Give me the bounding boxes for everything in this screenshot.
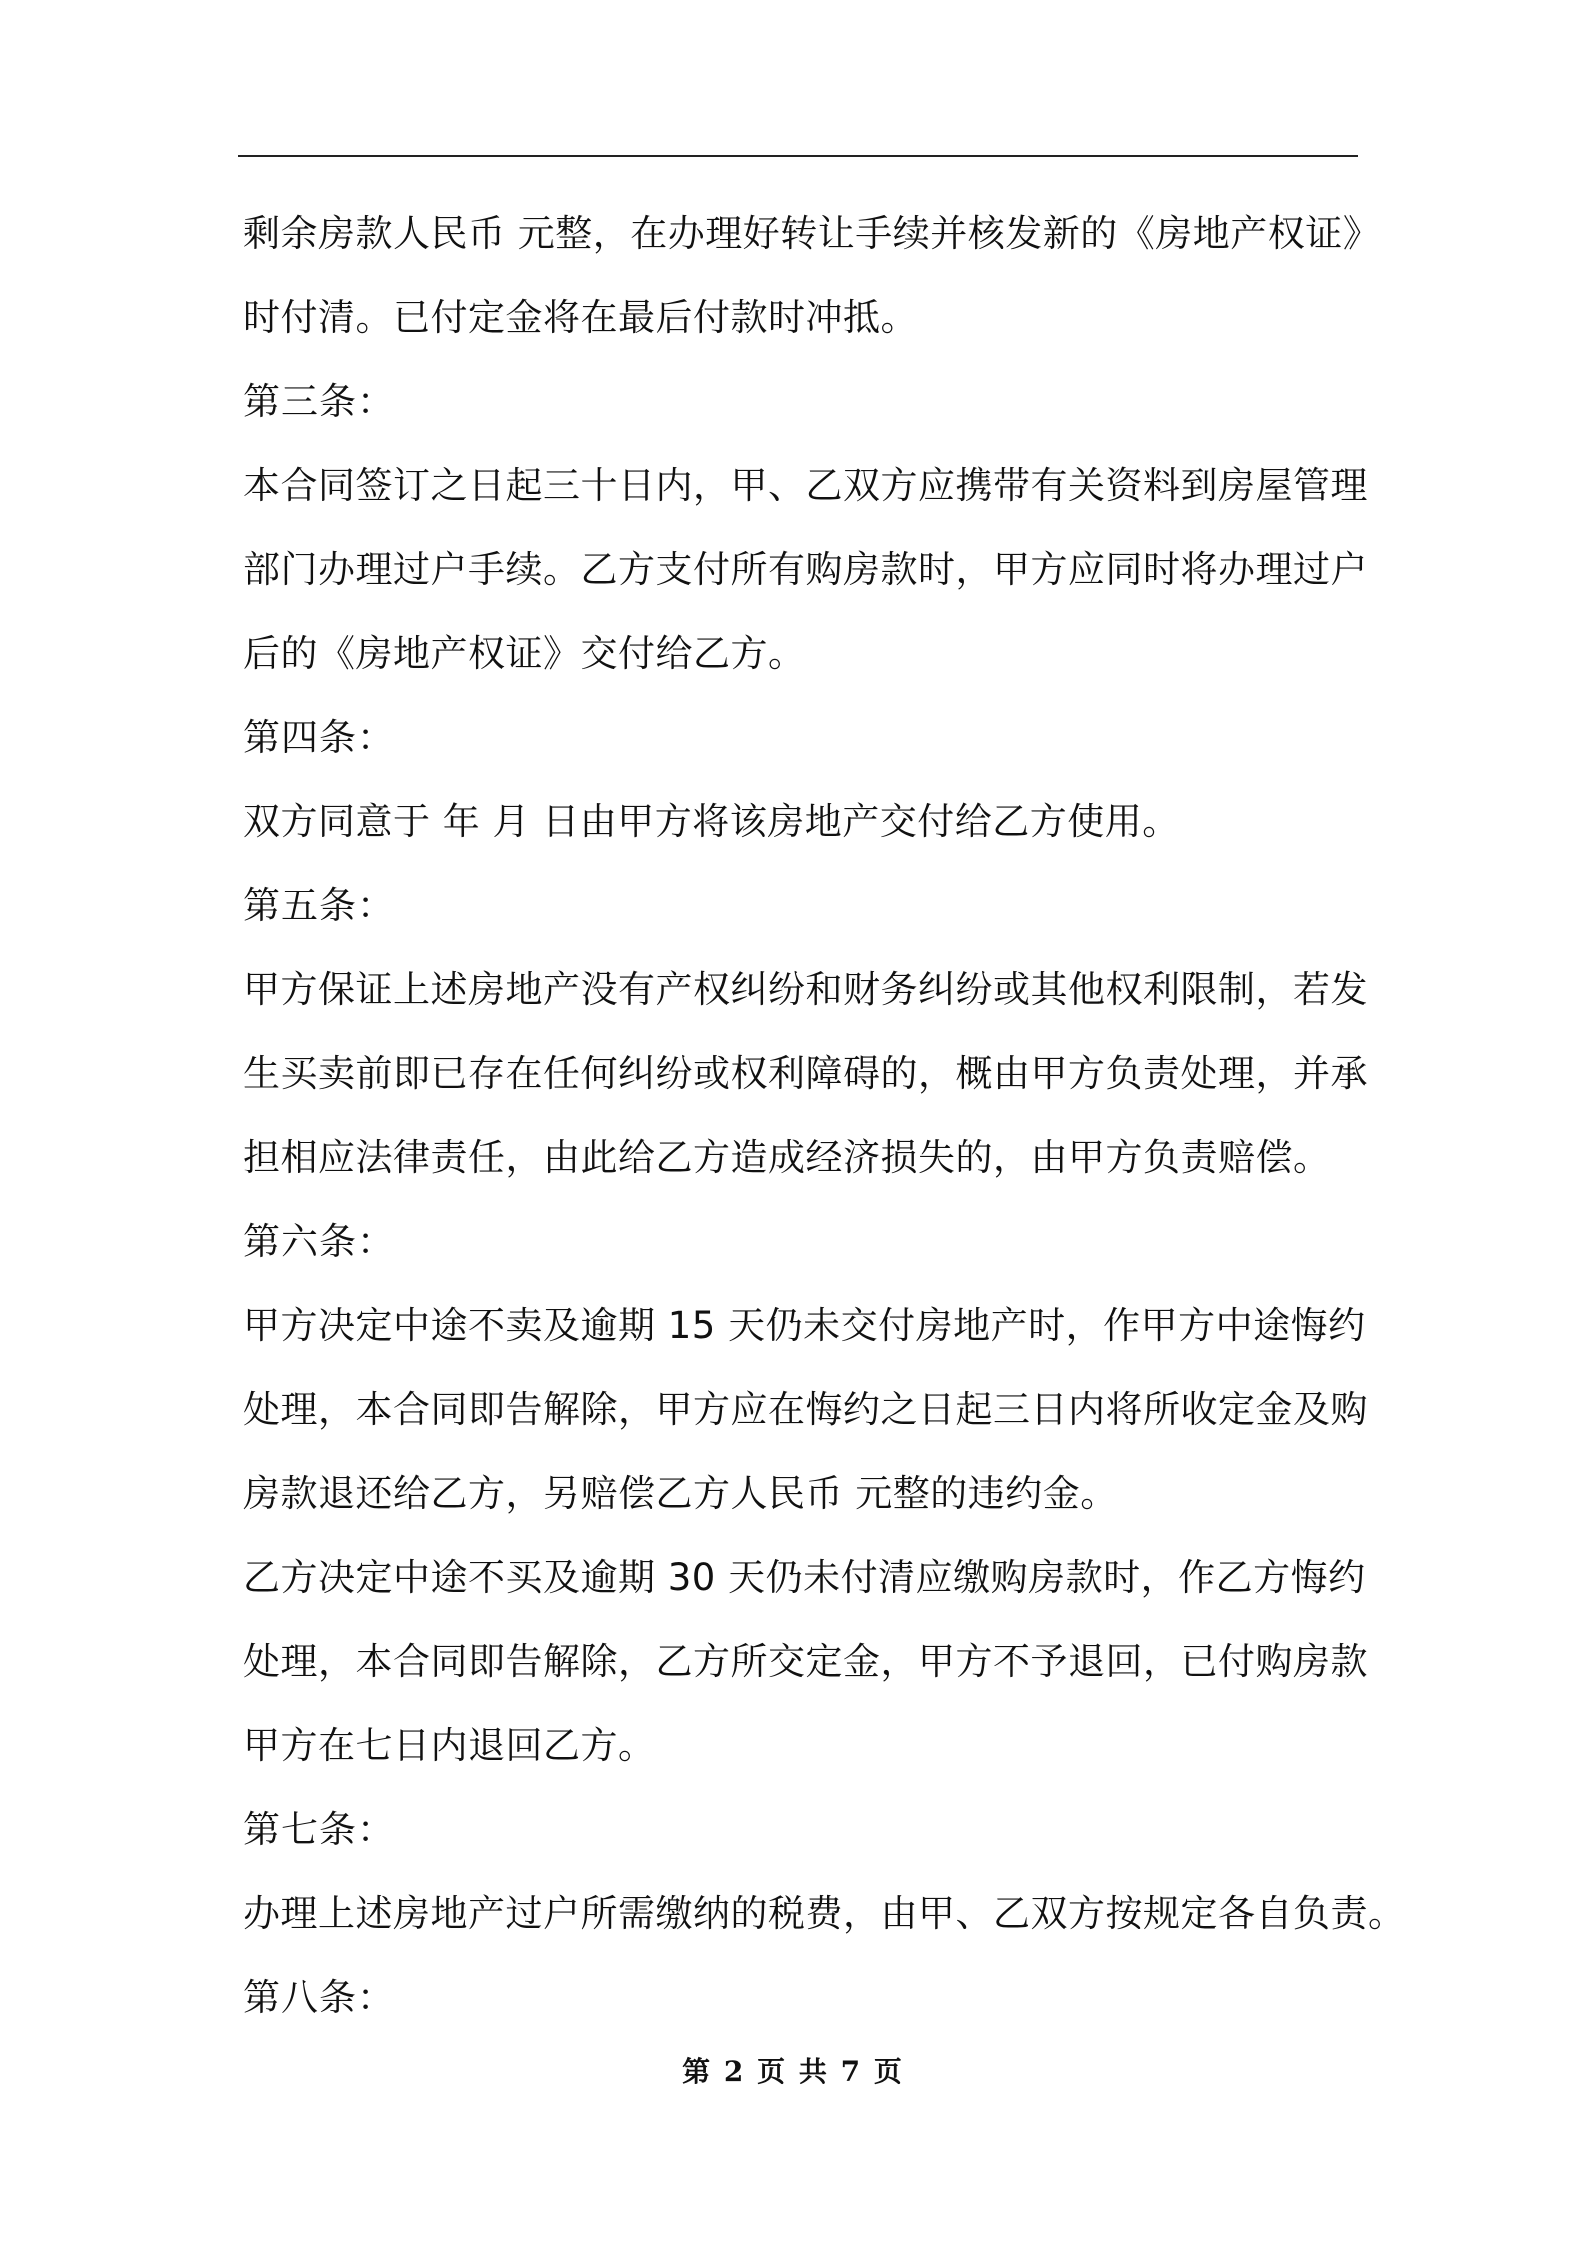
header-rule [238,155,1358,157]
paragraph-line: 房款退还给乙方，另赔偿乙方人民币 元整的违约金。 [243,1472,1118,1515]
article-heading: 第五条： [243,884,395,927]
paragraph-line: 甲方在七日内退回乙方。 [243,1724,656,1767]
paragraph-line: 甲方决定中途不卖及逾期 15 天仍未交付房地产时，作甲方中途悔约 [243,1304,1366,1347]
paragraph-line: 剩余房款人民币 元整，在办理好转让手续并核发新的《房地产权证》 [243,212,1381,255]
page-footer [0,2050,1586,2090]
paragraph-line: 甲方保证上述房地产没有产权纠纷和财务纠纷或其他权利限制，若发 [243,968,1368,1011]
document-body [243,192,1406,2040]
article-heading: 第八条： [243,1976,395,2019]
paragraph-line: 双方同意于 年 月 日由甲方将该房地产交付给乙方使用。 [243,800,1180,843]
paragraph-line: 办理上述房地产过户所需缴纳的税费，由甲、乙双方按规定各自负责。 [243,1892,1406,1935]
paragraph-line: 部门办理过户手续。乙方支付所有购房款时，甲方应同时将办理过户 [243,548,1368,591]
paragraph-line: 本合同签订之日起三十日内，甲、乙双方应携带有关资料到房屋管理 [243,464,1368,507]
paragraph-line: 乙方决定中途不买及逾期 30 天仍未付清应缴购房款时，作乙方悔约 [243,1556,1366,1599]
paragraph-line: 生买卖前即已存在任何纠纷或权利障碍的，概由甲方负责处理，并承 [243,1052,1368,1095]
paragraph-line: 处理，本合同即告解除，甲方应在悔约之日起三日内将所收定金及购 [243,1388,1368,1431]
paragraph-line: 担相应法律责任，由此给乙方造成经济损失的，由甲方负责赔偿。 [243,1136,1331,1179]
page-number: 第 2 页 共 7 页 [682,2055,904,2088]
article-heading: 第六条： [243,1220,395,1263]
paragraph-line: 时付清。已付定金将在最后付款时冲抵。 [243,296,918,339]
paragraph-line: 处理，本合同即告解除，乙方所交定金，甲方不予退回，已付购房款 [243,1640,1368,1683]
paragraph-line: 后的《房地产权证》交付给乙方。 [243,632,806,675]
article-heading: 第四条： [243,716,395,759]
article-heading: 第七条： [243,1808,395,1851]
article-heading: 第三条： [243,380,395,423]
